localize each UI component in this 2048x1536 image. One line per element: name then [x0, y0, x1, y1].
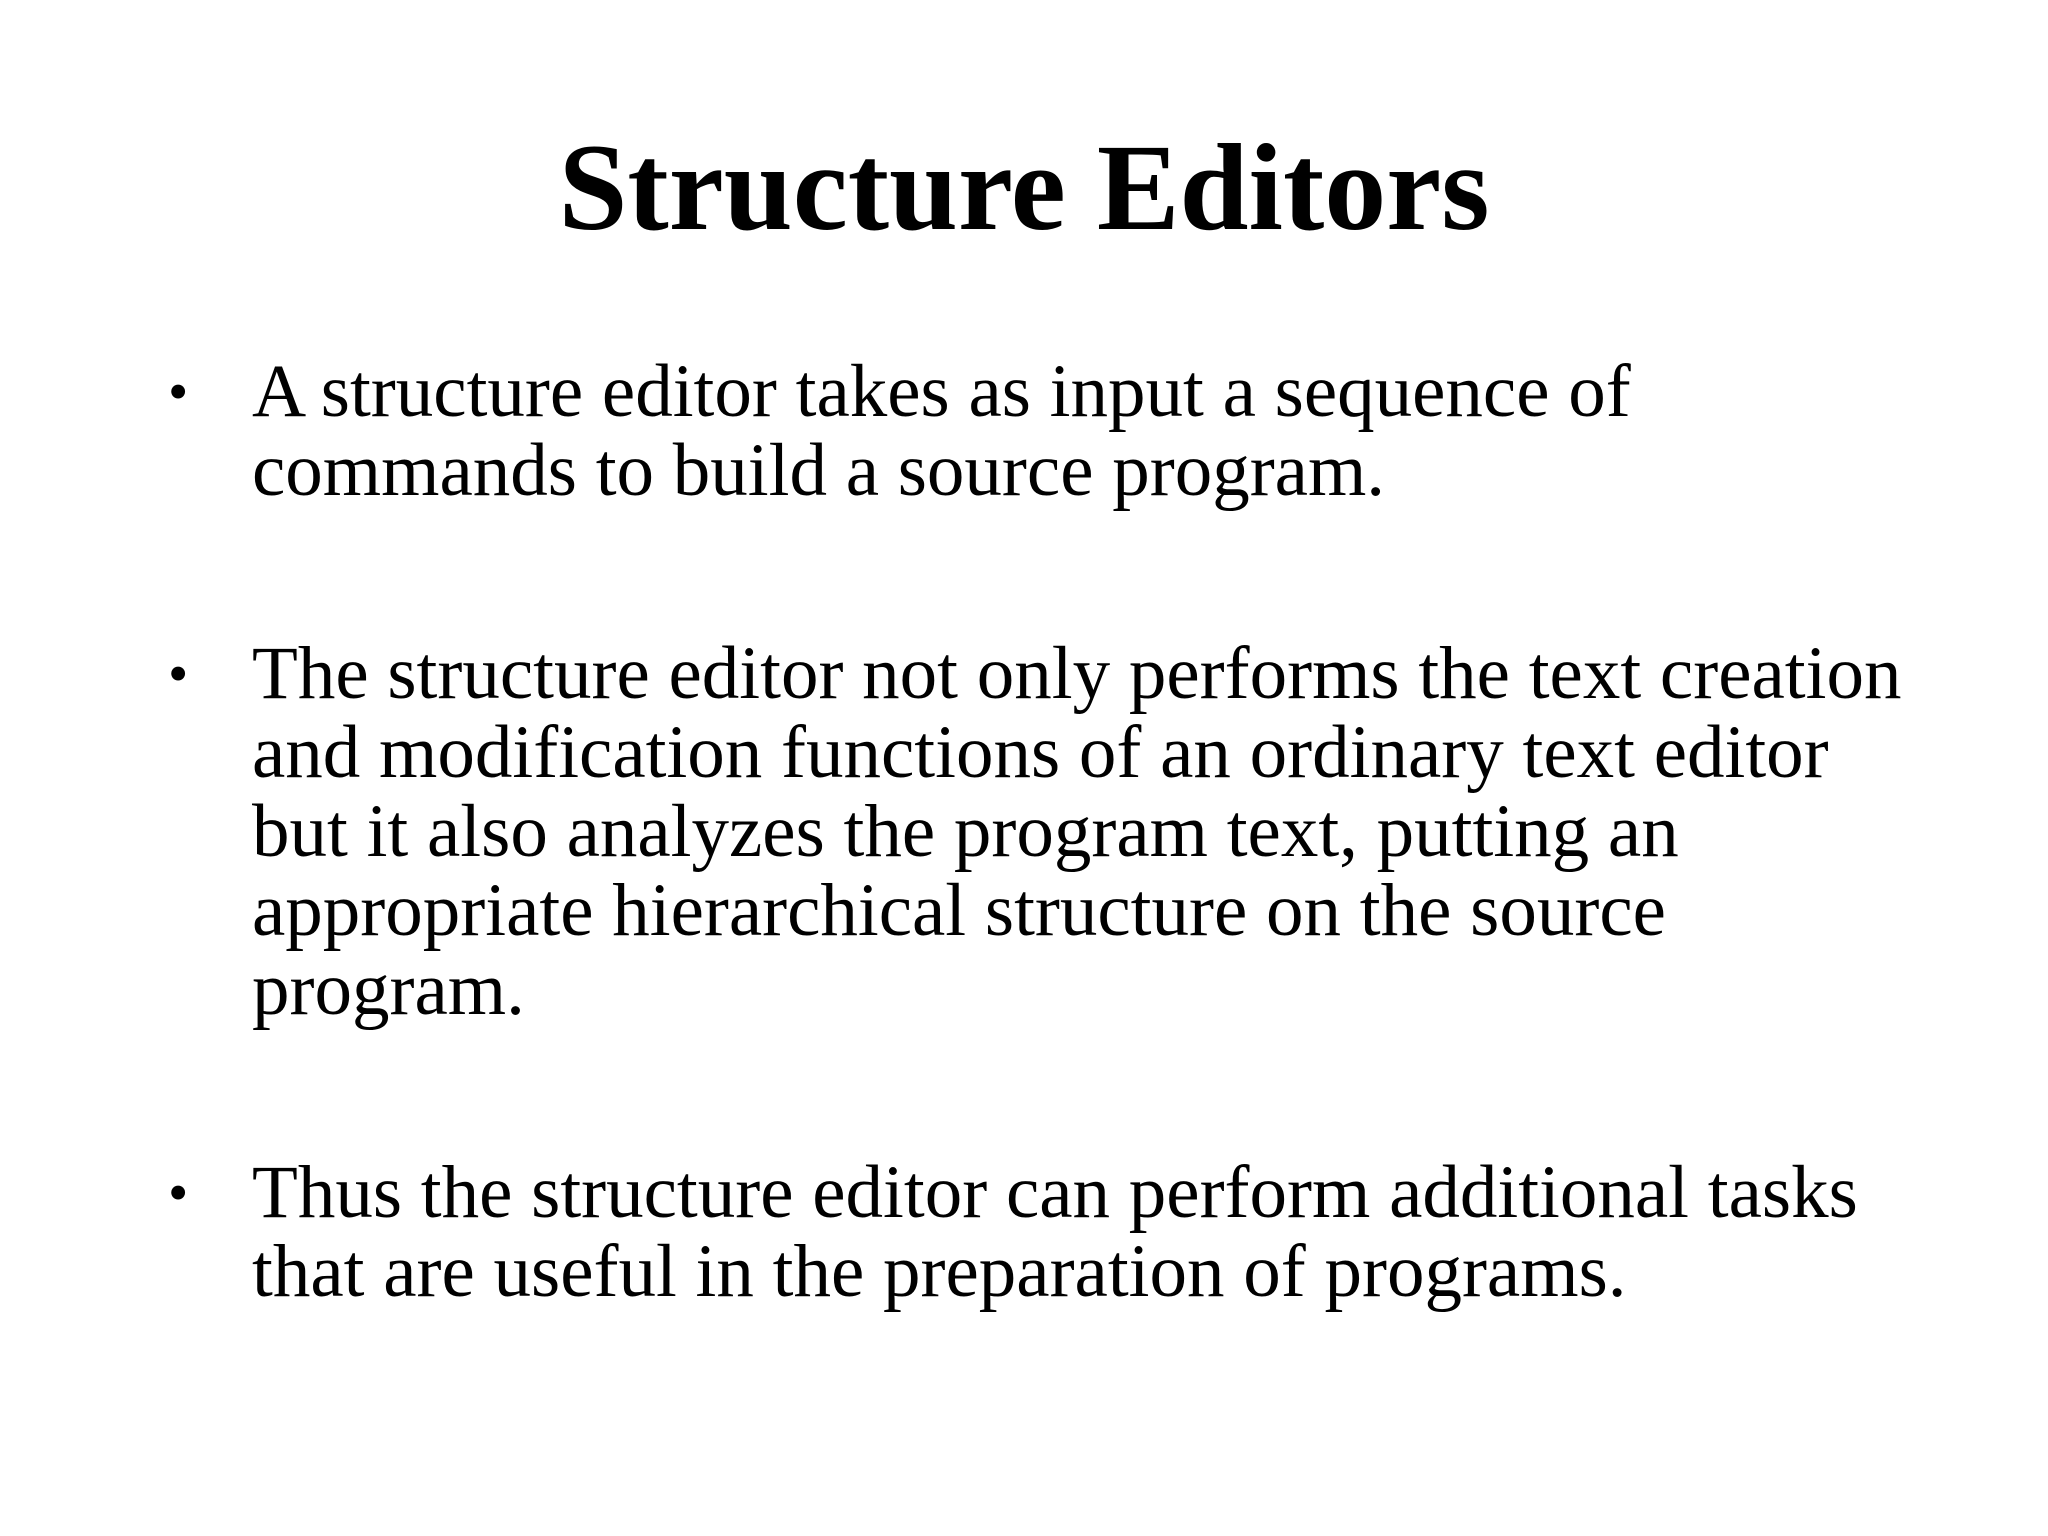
- bullet-list: [168, 352, 1928, 1311]
- bullet-item-analyzes-program: [168, 634, 1928, 1029]
- slide-title: Structure Editors: [558, 119, 1490, 256]
- bullet-item-input-commands: [168, 352, 1928, 510]
- bullet-text: Thus the structure editor can perform additional tasks that are useful in the preparation of programs.: [252, 1151, 1858, 1313]
- bullet-dot-icon: •: [168, 1160, 189, 1225]
- bullet-text: The structure editor not only performs the text creation and modification functions of an ordinary text editor but it also analyzes the program text, putting an appropriate hierarchical structure on the source program.: [252, 632, 1902, 1031]
- bullet-dot-icon: •: [168, 359, 189, 424]
- bullet-item-additional-tasks: [168, 1153, 1928, 1311]
- bullet-text: A structure editor takes as input a sequence of commands to build a source program.: [252, 350, 1631, 512]
- bullet-dot-icon: •: [168, 641, 189, 706]
